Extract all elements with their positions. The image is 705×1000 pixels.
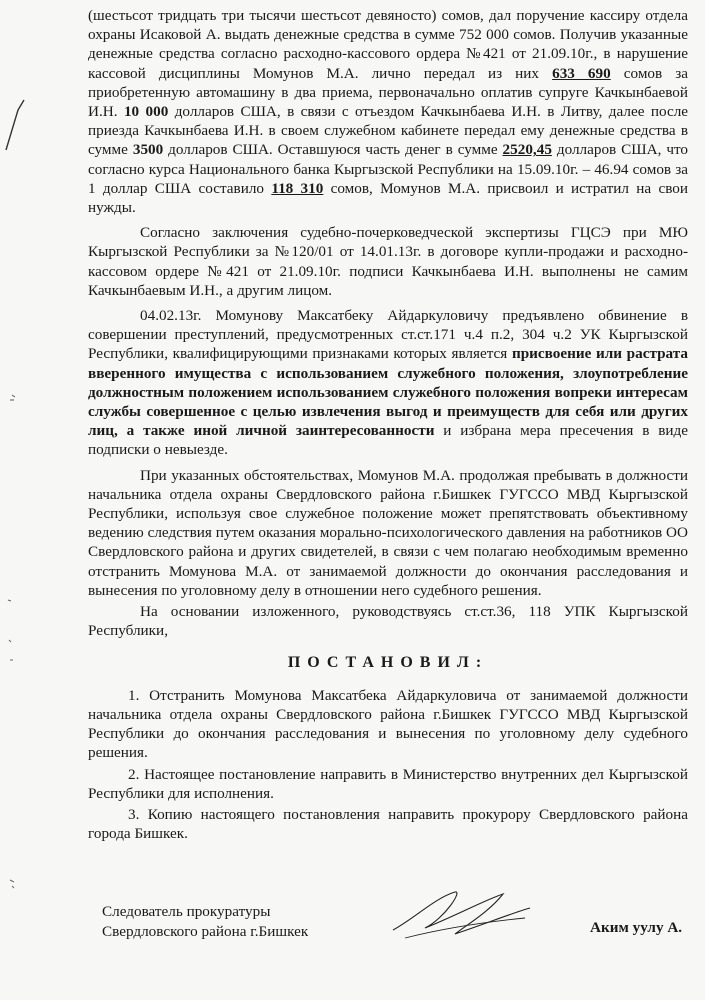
- charge-qualification: присвоение или растрата вверенного имущества с использованием служебного положения, злоупотребление должностным положением использованием служебного положения вопреки интересам службы совершенное с целью извлечения выгод и преимуществ для себя или других лиц, а также иной личной заинтересованности: [88, 345, 688, 440]
- signer-title-line-1: Следователь прокуратуры: [102, 903, 271, 920]
- handwritten-signature: [385, 878, 535, 948]
- amount-somov-118310: 118 310: [271, 179, 324, 197]
- scan-mark-top: [6, 100, 24, 150]
- amount-usd-10000: 10 000: [123, 103, 169, 121]
- paragraph-1: (шестьсот тридцать три тысячи шестьсот девяносто) сомов, дал поручение кассиру отдела охраны Исаковой А. выдать денежные средства в сумме 752 000 сомов. Получив указанные денежные средства согласно расходно-кассового ордера №421 от 21.09.10г., в нарушение кассовой дисциплины Момунов М.А. лично передал из них 633 690 сомов за приобретенную автомашину в два приема, первоначально оплатив супруге Качкынбаевой И.Н. 10 000 долларов США, в связи с отъездом Качкынбаева И.Н. в Литву, далее после приезда Качкынбаева И.Н. в своем служебном кабинете передал ему денежные средства в сумме 3500 долларов США. Оставшуюся часть денег в сумме 2520,45 долларов США, что согласно курса Национального банка Кыргызской Республики на 15.09.10г. – 46.94 сомов за 1 доллар США составило 118 310 сомов, Момунов М.А. присвоил и истратил на свои нужды.: [88, 7, 689, 217]
- resolution-item-3: 3. Копию настоящего постановления направить прокурору Свердловского района города Бишкек.: [88, 805, 688, 843]
- document-body: [88, 6, 688, 843]
- amount-usd-3500: 3500: [132, 141, 164, 159]
- paragraph-4: При указанных обстоятельствах, Момунов М.А. продолжая пребывать в должности начальника отдела охраны Свердловского района г.Бишкек ГУГССО МВД Кыргызской Республики, используя свое служебное положение может препятствовать объективному ведению следствия путем оказания морально-психологического давления на работников ОО Свердловского района и других свидетелей, в связи с чем полагаю необходимым временно отстранить Момунова М.А. от занимаемой должности до окончания расследования и вынесения по уголовному делу в отношении него судебного решения.: [88, 466, 688, 599]
- amount-usd-2520: 2520,45: [502, 141, 552, 159]
- resolution-heading: ПОСТАНОВИЛ:: [287, 653, 489, 671]
- scan-mark-bottom: [10, 880, 14, 888]
- paragraph-5: На основании изложенного, руководствуясь ст.ст.36, 118 УПК Кыргызской Республики,: [88, 603, 688, 640]
- scan-mark-lower: [8, 600, 13, 660]
- resolution-item-2: 2. Настоящее постановление направить в Министерство внутренних дел Кыргызской Республики для исполнения.: [88, 765, 688, 802]
- scan-mark-middle: [10, 395, 15, 400]
- amount-somov-633690: 633 690: [552, 64, 611, 82]
- paragraph-2: Согласно заключения судебно-почерковедческой экспертизы ГЦСЭ при МЮ Кыргызской Республики за №120/01 от 14.01.13г. в договоре купли-продажи и расходно-кассовом ордере №421 от 21.09.10г. подписи Качкынбаева И.Н. выполнены не самим Качкынбаевым И.Н., а другим лицом.: [88, 224, 688, 299]
- signer-name: Аким уулу А.: [590, 919, 683, 936]
- paragraph-3: 04.02.13г. Момунову Максатбеку Айдаркуловичу предъявлено обвинение в совершении преступлений, предусмотренных ст.ст.171 ч.4 п.2, 304 ч.2 УК Кыргызской Республики, квалифицирующими признаками которых является присвоение или растрата вверенного имущества с использованием служебного положения, злоупотребление должностным положением использованием служебного положения вопреки интересам службы совершенное с целью извлечения выгод и преимуществ для себя или других лиц, а также иной личной заинтересованности и избрана мера пресечения в виде подписки о невыезде.: [88, 307, 688, 459]
- signer-title-line-2: Свердловского района г.Бишкек: [102, 923, 309, 940]
- resolution-item-1: 1. Отстранить Момунова Максатбека Айдаркуловича от занимаемой должности начальника отдела охраны Свердловского района г.Бишкек ГУГССО МВД Кыргызской Республики до окончания расследования и вынесения по уголовному делу судебного решения.: [88, 686, 688, 762]
